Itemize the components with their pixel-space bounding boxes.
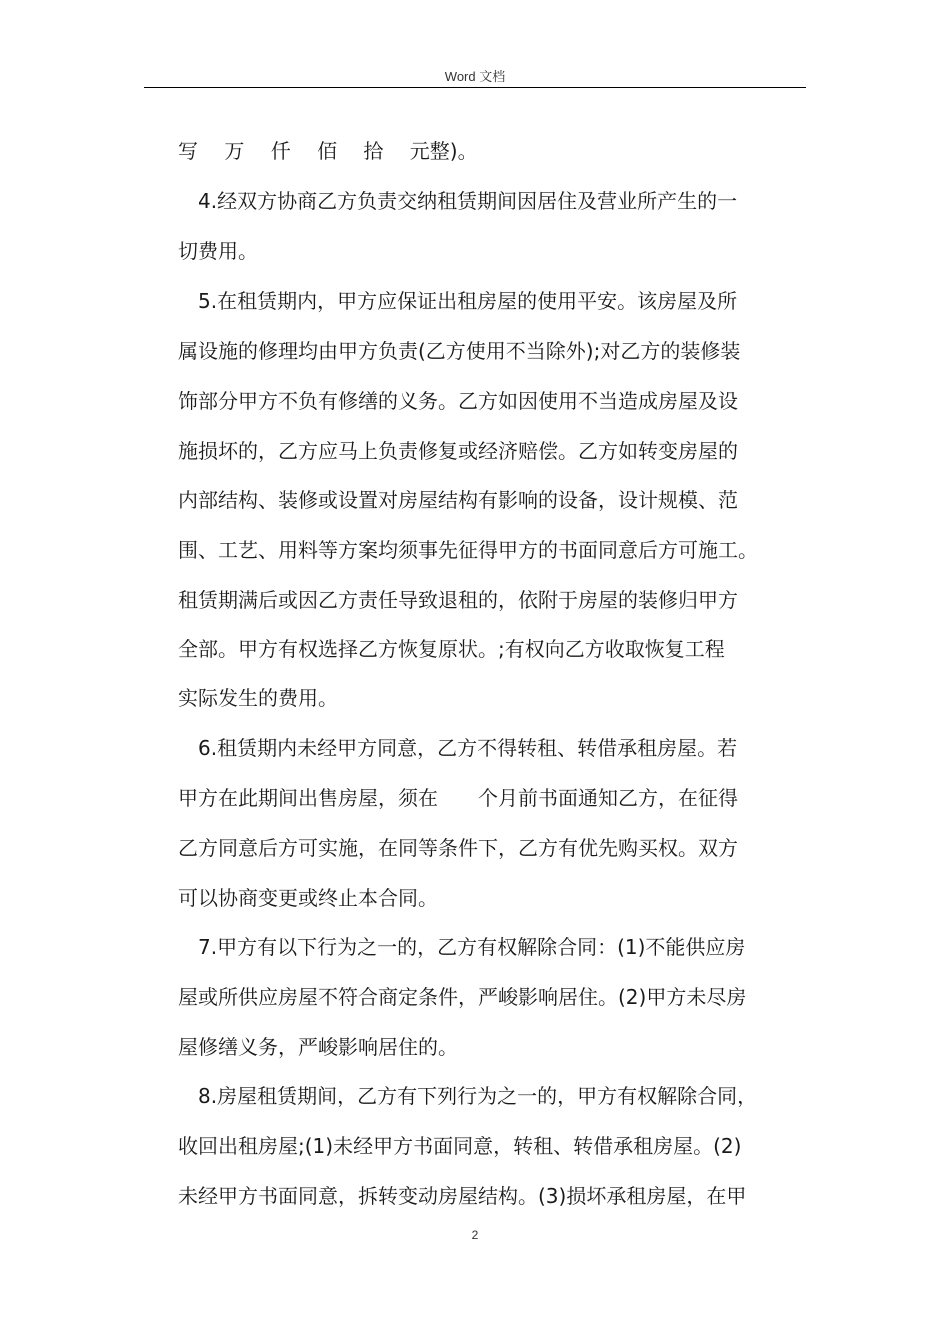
text-line: 切费用。 [178,239,258,263]
header-title: Word 文档 [444,69,506,84]
text-line: 内部结构、装修或设置对房屋结构有影响的设备，设计规模、范 [178,488,738,512]
text-line: 租赁期满后或因乙方责任导致退租的，依附于房屋的装修归甲方 [178,588,738,612]
text-line: 可以协商变更或终止本合同。 [178,886,438,910]
text-line: 屋或所供应房屋不符合商定条件，严峻影响居住。(2)甲方未尽房 [178,985,747,1009]
text-line: 6.租赁期内未经甲方同意，乙方不得转租、转借承租房屋。若 [198,736,738,760]
text-line: 饰部分甲方不负有修缮的义务。乙方如因使用不当造成房屋及设 [178,389,738,413]
text-line: 乙方同意后方可实施，在同等条件下，乙方有优先购买权。双方 [178,836,738,860]
text-line: 未经甲方书面同意，拆转变动房屋结构。(3)损坏承租房屋，在甲 [178,1184,747,1208]
text-line: 7.甲方有以下行为之一的，乙方有权解除合同：(1)不能供应房 [198,935,746,959]
text-line: 全部。甲方有权选择乙方恢复原状。;有权向乙方收取恢复工程 [178,637,725,661]
text-line: 属设施的修理均由甲方负责(乙方使用不当除外);对乙方的装修装 [178,339,741,363]
text-line: 8.房屋租赁期间，乙方有下列行为之一的，甲方有权解除合同， [198,1084,758,1108]
page-number: 2 [471,1228,479,1242]
text-line: 5.在租赁期内，甲方应保证出租房屋的使用平安。该房屋及所 [198,289,738,313]
text-line: 屋修缮义务，严峻影响居住的。 [178,1035,458,1059]
text-line: 收回出租房屋;(1)未经甲方书面同意，转租、转借承租房屋。(2) [178,1134,742,1158]
header-rule [144,87,806,88]
text-line: 实际发生的费用。 [178,686,338,710]
text-line: 写 万 仟 佰 拾 元整)。 [178,139,478,163]
text-line: 围、工艺、用料等方案均须事先征得甲方的书面同意后方可施工。 [178,538,758,562]
text-line: 施损坏的，乙方应马上负责修复或经济赔偿。乙方如转变房屋的 [178,439,738,463]
text-line: 4.经双方协商乙方负责交纳租赁期间因居住及营业所产生的一 [198,189,738,213]
text-line: 甲方在此期间出售房屋，须在 个月前书面通知乙方，在征得 [178,786,738,810]
